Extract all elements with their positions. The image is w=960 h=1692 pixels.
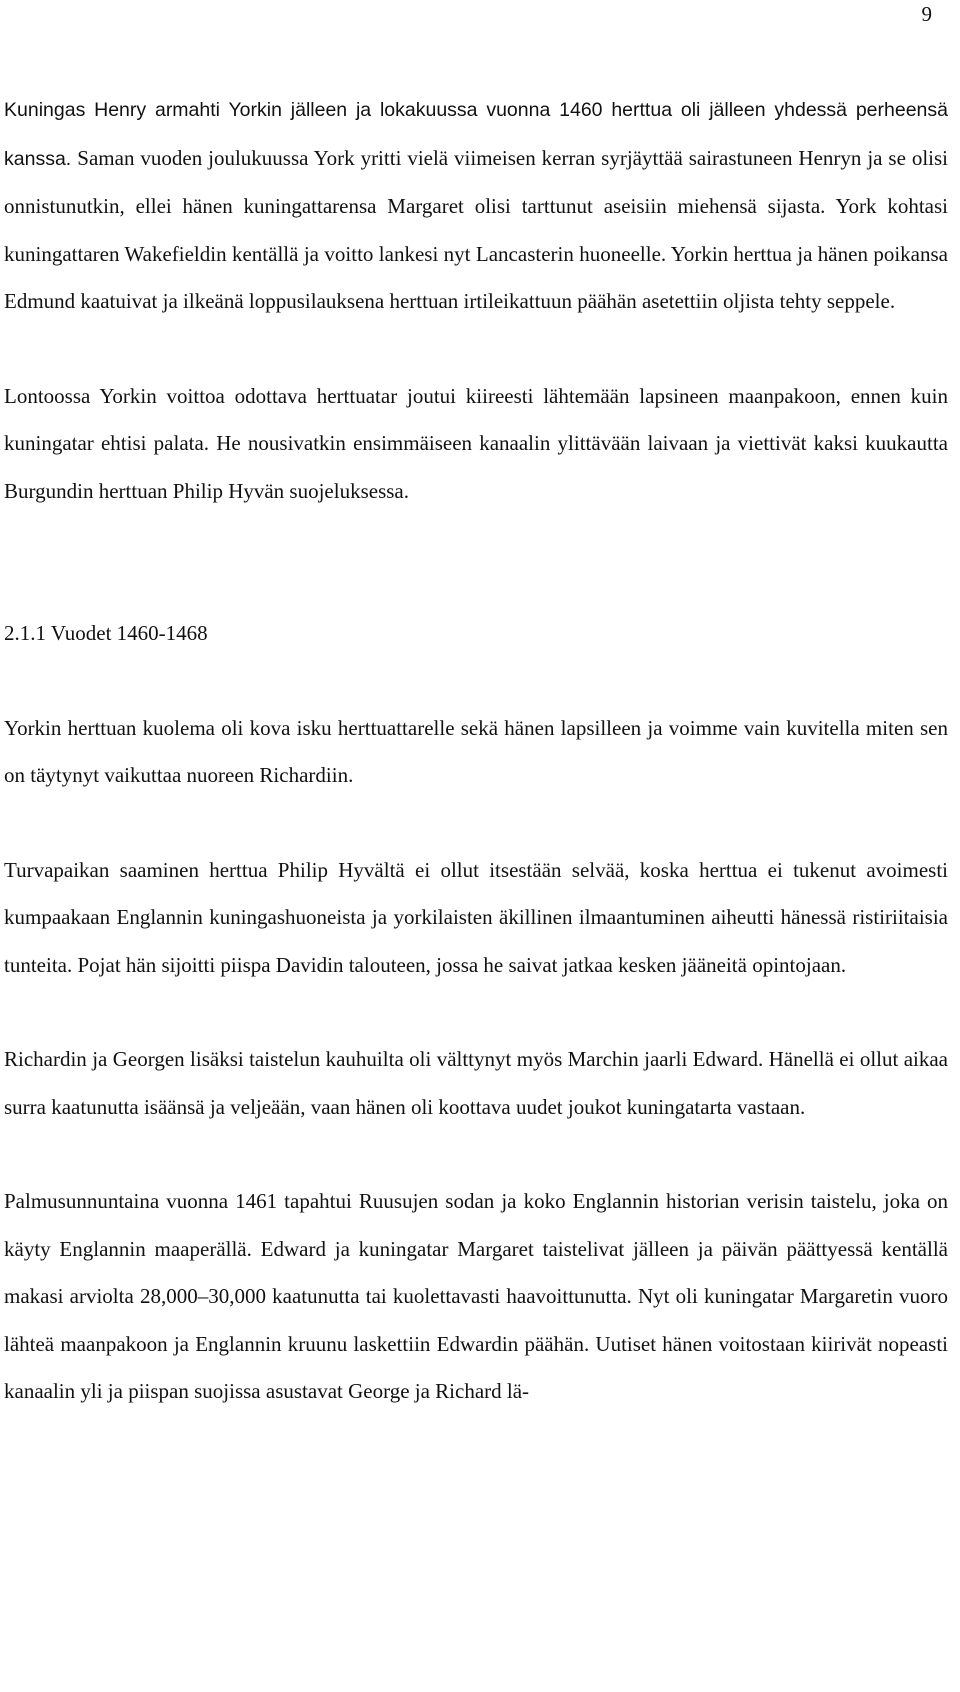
document-body bbox=[4, 86, 948, 1416]
section-heading: 2.1.1 Vuodet 1460-1468 bbox=[4, 621, 208, 645]
paragraph-text: Saman vuoden joulukuussa York yritti vielä viimeisen kerran syrjäyttää sairastuneen Henryn ja se olisi onnistunutkin, ellei hänen kuningattarensa Margaret olisi tarttunut aseisiin miehensä sijasta. York kohtasi kuningattaren Wakefieldin kentällä ja voitto lankesi nyt Lancasterin huoneelle. Yorkin herttua ja hänen poikansa Edmund kaatuivat ja ilkeänä loppusilauksena herttuan irtileikattuun päähän asetettiin oljista tehty seppele. bbox=[4, 145, 949, 313]
paragraph-lead-text: Kuningas Henry armahti Yorkin jälleen ja lokakuussa vuonna 1460 herttua oli jälleen yhdessä perheensä kanssa. bbox=[4, 99, 948, 170]
paragraph bbox=[4, 86, 948, 326]
paragraph: Richardin ja Georgen lisäksi taistelun kauhuilta oli välttynyt myös Marchin jaarli Edward. Hänellä ei ollut aikaa surra kaatunutta isäänsä ja veljeään, vaan hänen oli koottava uudet joukot kuningatarta vastaan. bbox=[4, 1047, 948, 1119]
paragraph: Palmusunnuntaina vuonna 1461 tapahtui Ruusujen sodan ja koko Englannin historian verisin taistelu, joka on käyty Englannin maaperällä. Edward ja kuningatar Margaret taistelivat jälleen ja päivän päättyessä kentällä makasi arviolta 28,000–30,000 kaatunutta tai kuolettavasti haavoittunutta. Nyt oli kuningatar Margaretin vuoro lähteä maanpakoon ja Englannin kruunu laskettiin Edwardin päähän. Uutiset hänen voitostaan kiirivät nopeasti kanaalin yli ja piispan suojissa asustavat George ja Richard lä- bbox=[4, 1189, 948, 1403]
paragraph: Lontoossa Yorkin voittoa odottava herttuatar joutui kiireesti lähtemään lapsineen maanpakoon, ennen kuin kuningatar ehtisi palata. He nousivatkin ensimmäiseen kanaalin ylittävään laivaan ja viettivät kaksi kuukautta Burgundin herttuan Philip Hyvän suojeluksessa. bbox=[4, 383, 948, 503]
paragraph: Turvapaikan saaminen herttua Philip Hyvältä ei ollut itsestään selvää, koska herttua ei tukenut avoimesti kumpaakaan Englannin kuningashuoneista ja yorkilaisten äkillinen ilmaantuminen aiheutti hänessä ristiriitaisia tunteita. Pojat hän sijoitti piispa Davidin talouteen, jossa he saivat jatkaa kesken jääneitä opintojaan. bbox=[4, 857, 948, 977]
page-number: 9 bbox=[921, 2, 932, 26]
paragraph: Yorkin herttuan kuolema oli kova isku herttuattarelle sekä hänen lapsilleen ja voimme vain kuvitella miten sen on täytynyt vaikuttaa nuoreen Richardiin. bbox=[4, 715, 948, 787]
